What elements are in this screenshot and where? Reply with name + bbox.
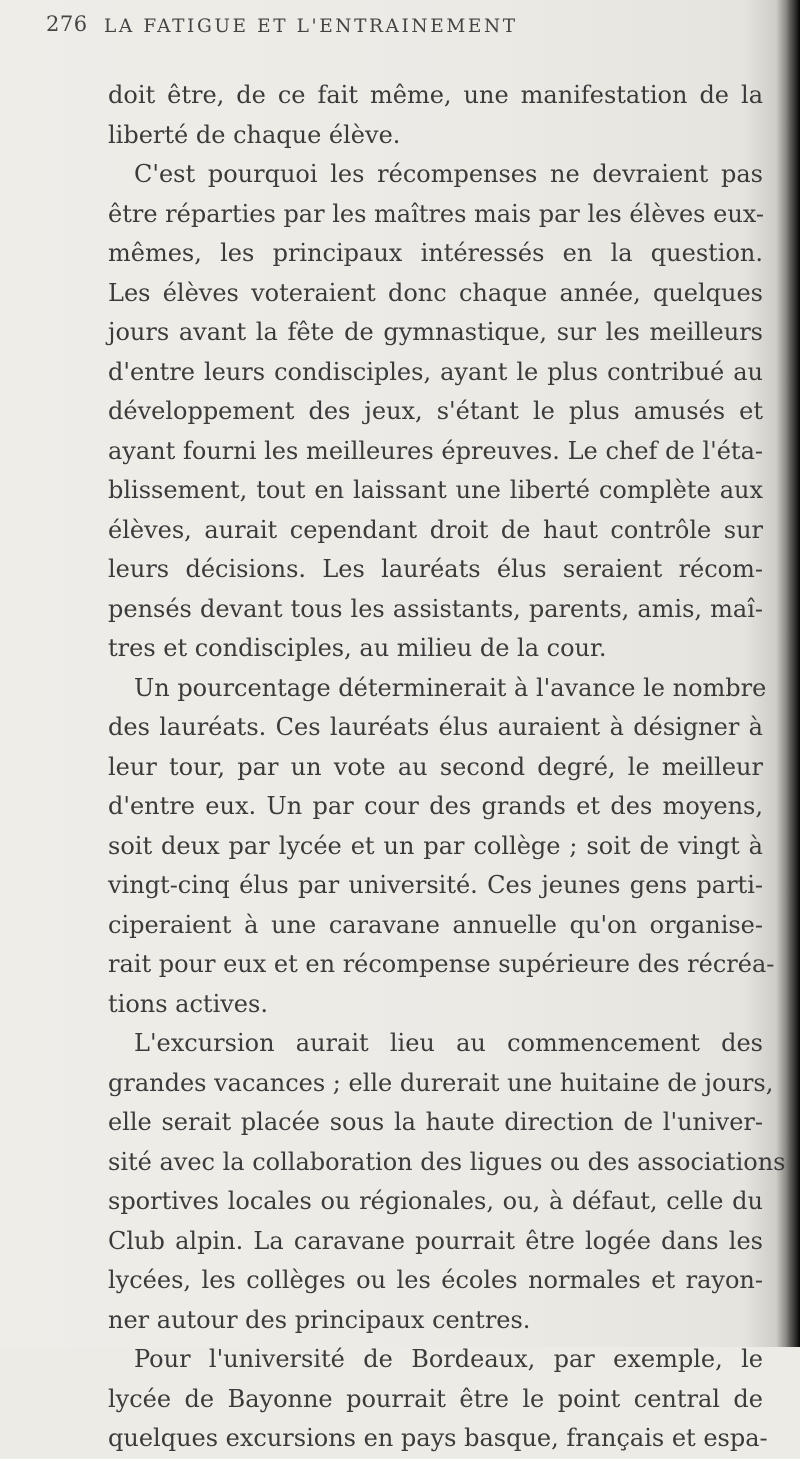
- text-line: tres et condisciples, au milieu de la cour.: [108, 634, 607, 662]
- text-line: Les élèves voteraient donc chaque année, quelques: [108, 278, 763, 307]
- text-line: mêmes, les principaux intéressés en la question.: [108, 239, 763, 267]
- text-line: L'excursion aurait lieu au commencement des: [134, 1029, 763, 1057]
- text-line: Club alpin. La caravane pourrait être logée dans les: [108, 1226, 763, 1255]
- text-line: grandes vacances ; elle durerait une huitaine de jours,: [108, 1068, 774, 1097]
- text-line: des lauréats. Ces lauréats élus auraient à désigner à: [108, 713, 763, 741]
- text-line: C'est pourquoi les récompenses ne devraient pas: [134, 160, 763, 188]
- text-line: elle serait placée sous la haute direction de l'univer-: [108, 1108, 763, 1136]
- body-text: [108, 76, 786, 1459]
- text-line: être réparties par les maîtres mais par les élèves eux-: [108, 199, 765, 228]
- text-line: jours avant la fête de gymnastique, sur les meilleurs: [108, 318, 763, 346]
- text-line: sité avec la collaboration des ligues ou des associations: [108, 1147, 786, 1176]
- text-line: tions actives.: [108, 989, 268, 1018]
- text-line: blissement, tout en laissant une liberté complète aux: [108, 476, 763, 504]
- text-line: doit être, de ce fait même, une manifestation de la: [108, 81, 763, 109]
- text-line: d'entre leurs condisciples, ayant le plus contribué au: [108, 357, 763, 386]
- text-line: élèves, aurait cependant droit de haut contrôle sur: [108, 515, 763, 544]
- text-line: rait pour eux et en récompense supérieure des récréa-: [108, 950, 775, 978]
- page-edge-shadow: [786, 0, 800, 1347]
- text-line: pensés devant tous les assistants, parents, amis, maî-: [108, 594, 763, 623]
- text-line: lycées, les collèges ou les écoles normales et rayon-: [108, 1266, 763, 1294]
- text-line: lycée de Bayonne pourrait être le point central de: [108, 1384, 763, 1413]
- text-line: Un pourcentage déterminerait à l'avance le nombre: [134, 673, 767, 702]
- text-line: leur tour, par un vote au second degré, le meilleur: [108, 752, 763, 781]
- text-line: quelques excursions en pays basque, français et espa-: [108, 1424, 768, 1452]
- text-line: liberté de chaque élève.: [108, 120, 401, 149]
- page-number: 276: [46, 12, 88, 36]
- text-line: ciperaient à une caravane annuelle qu'on organise-: [108, 910, 763, 939]
- text-line: ayant fourni les meilleures épreuves. Le chef de l'éta-: [108, 436, 763, 465]
- text-line: sportives locales ou régionales, ou, à défaut, celle du: [108, 1187, 763, 1215]
- text-line: vingt-cinq élus par université. Ces jeunes gens parti-: [108, 871, 763, 899]
- running-head: LA FATIGUE ET L'ENTRAINEMENT: [104, 16, 518, 37]
- text-line: Pour l'université de Bordeaux, par exemple, le: [134, 1345, 763, 1373]
- text-line: développement des jeux, s'étant le plus amusés et: [108, 397, 763, 425]
- text-line: d'entre eux. Un par cour des grands et des moyens,: [108, 792, 763, 820]
- text-line: leurs décisions. Les lauréats élus seraient récom-: [108, 555, 763, 583]
- page-header: [46, 8, 726, 52]
- text-line: ner autour des principaux centres.: [108, 1305, 531, 1334]
- text-line: soit deux par lycée et un par collège ; soit de vingt à: [108, 831, 763, 860]
